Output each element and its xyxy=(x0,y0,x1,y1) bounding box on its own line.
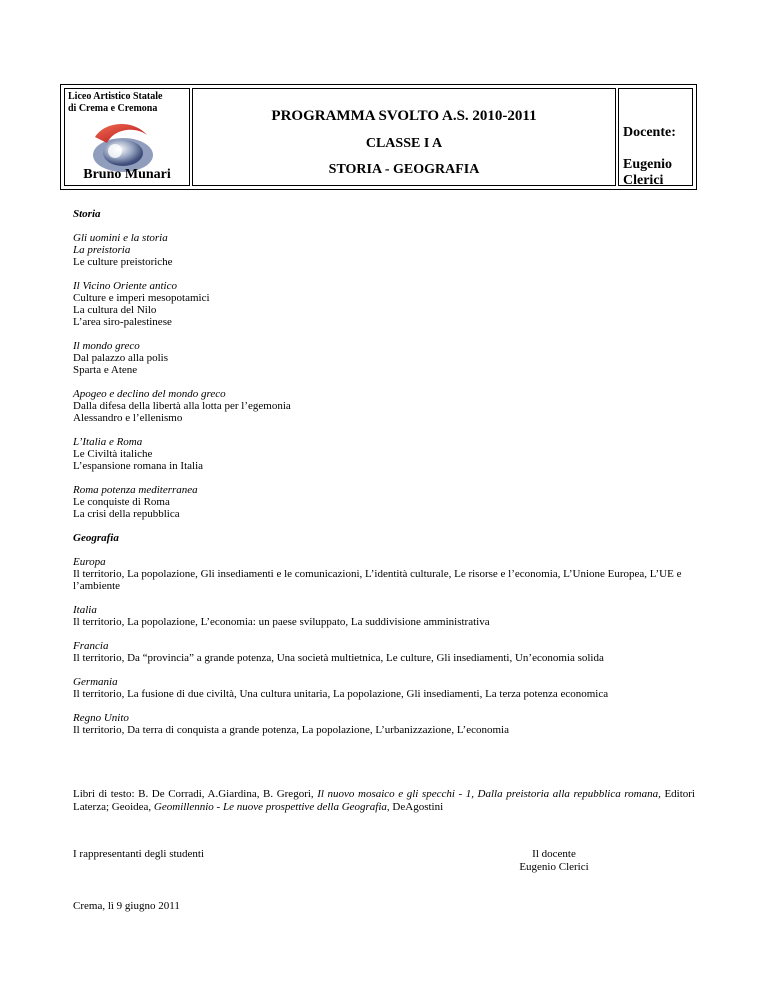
geografia-heading: Geografia xyxy=(73,532,119,544)
block-title: Il Vicino Oriente antico xyxy=(73,280,177,292)
program-title: PROGRAMMA SVOLTO A.S. 2010-2011 xyxy=(271,108,537,124)
books-suffix: , DeAgostini xyxy=(386,801,444,813)
block-title: Regno Unito xyxy=(73,712,129,724)
textbooks xyxy=(73,788,695,814)
books-prefix: Libri di testo: B. De Corradi, A.Giardina, B. Gregori, xyxy=(73,788,318,800)
block-text: Il territorio, La popolazione, L’economia: un paese sviluppato, La suddivisione amministrativa xyxy=(73,616,490,628)
block-item: Dal palazzo alla polis xyxy=(73,352,168,364)
school-line-2: di Crema e Cremona xyxy=(68,103,158,114)
geografia-block xyxy=(73,676,705,700)
books-middle: Editori Laterza; Geoidea, xyxy=(73,788,695,813)
students-signature-label: I rappresentanti degli studenti xyxy=(73,848,205,860)
program-cell xyxy=(192,88,616,186)
teacher-label: Docente: xyxy=(623,125,676,140)
storia-block xyxy=(73,388,705,424)
school-title xyxy=(68,91,162,115)
block-subtitle: La preistoria xyxy=(73,244,131,256)
school-cell xyxy=(64,88,190,186)
block-text: Il territorio, Da “provincia” a grande potenza, Una società multietnica, Le culture, Gli insediamenti, Un’economia solida xyxy=(73,652,604,664)
program-content xyxy=(73,208,705,748)
block-item: Le Civiltà italiche xyxy=(73,448,153,460)
geografia-block xyxy=(73,556,705,592)
storia-block xyxy=(73,280,705,328)
teacher-signature xyxy=(514,848,594,874)
geografia-block xyxy=(73,712,705,736)
place-date: Crema, lì 9 giugno 2011 xyxy=(73,900,180,912)
storia-block xyxy=(73,436,705,472)
block-title: Germania xyxy=(73,676,118,688)
storia-block xyxy=(73,484,705,520)
storia-heading: Storia xyxy=(73,208,101,220)
school-name: Bruno Munari xyxy=(83,167,171,182)
block-title: Apogeo e declino del mondo greco xyxy=(73,388,226,400)
block-item: Sparta e Atene xyxy=(73,364,138,376)
geografia-block xyxy=(73,640,705,664)
teacher-signature-name: Eugenio Clerici xyxy=(519,861,589,873)
block-item: La crisi della repubblica xyxy=(73,508,180,520)
block-item: Alessandro e l’ellenismo xyxy=(73,412,183,424)
geografia-block xyxy=(73,604,705,628)
book-title-1: Il nuovo mosaico e gli specchi - 1, Dalla preistoria alla repubblica romana, xyxy=(317,788,661,800)
block-title: L’Italia e Roma xyxy=(73,436,143,448)
class-label: CLASSE I A xyxy=(365,136,443,151)
block-item: Culture e imperi mesopotamici xyxy=(73,292,210,304)
block-item: L’espansione romana in Italia xyxy=(73,460,204,472)
subject-label: STORIA - GEOGRAFIA xyxy=(328,162,480,177)
school-line-1: Liceo Artistico Statale xyxy=(68,91,163,102)
block-title: Europa xyxy=(73,556,106,568)
block-title: Roma potenza mediterranea xyxy=(73,484,198,496)
block-item: La cultura del Nilo xyxy=(73,304,157,316)
block-title: Il mondo greco xyxy=(73,340,140,352)
storia-block xyxy=(73,232,705,268)
block-item: Dalla difesa della libertà alla lotta per l’egemonia xyxy=(73,400,291,412)
block-title: Francia xyxy=(73,640,109,652)
block-text: Il territorio, La popolazione, Gli insediamenti e le comunicazioni, L’identità culturale, Le risorse e l’economia, L’Unione Europea, L’UE e l’ambiente xyxy=(73,568,682,592)
header-table xyxy=(60,84,697,190)
block-title: Italia xyxy=(73,604,97,616)
block-item: Le conquiste di Roma xyxy=(73,496,170,508)
storia-block xyxy=(73,340,705,376)
teacher-signature-label: Il docente xyxy=(532,848,576,860)
book-title-2: Geomillennio - Le nuove prospettive della Geografia xyxy=(153,801,387,813)
block-item: Le culture preistoriche xyxy=(73,256,173,268)
block-item: L’area siro-palestinese xyxy=(73,316,172,328)
teacher-name: Eugenio Clerici xyxy=(623,157,673,188)
teacher-cell xyxy=(618,88,693,186)
block-text: Il territorio, La fusione di due civiltà, Una cultura unitaria, La popolazione, Gli insediamenti, La terza potenza economica xyxy=(73,688,609,700)
block-text: Il territorio, Da terra di conquista a grande potenza, La popolazione, L’urbanizzazione, L’economia xyxy=(73,724,509,736)
block-title: Gli uomini e la storia xyxy=(73,232,168,244)
